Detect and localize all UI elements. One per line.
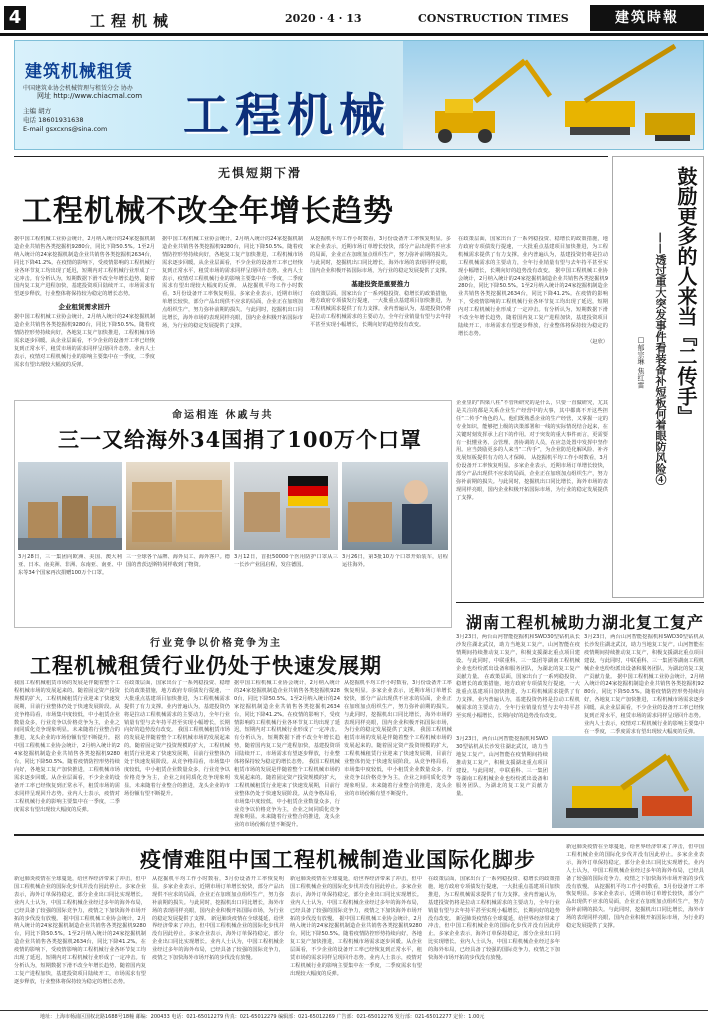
worker-illustration [342,462,448,550]
photo-worker [342,462,448,550]
mask-caption-2: 三一全球各个品牌、海外员工、海外客户。德国的普茨迈斯特同样收到了物资。 [126,554,230,568]
main-col-1: 据中国工程机械工业协会统计，2月纳入统计的24家挖掘机制造企业共销售各类挖掘机9280台，同比下降50.5%。1至2月纳入统计的24家挖掘机制造企业共销售各类挖掘机2634台，同比下降41.2%。在疫情的影响下，受疫情影响的工程机械行业各环节复工均出现了延迟，短期内对工程机械行业形成了一定冲击。有分析认为，短期数据下滑不改全年增长趋势，随着国内复工复产进程加快，基建投资项目陆续开工，市场需求有望逐步释放，行业整体将保持较为稳定的增长态势。 企业租赁需求回升 据中国工程机械工业协会统计，2月纳入统计的24家挖掘机制造企业共销售各类挖掘机9280台，同比下降50.5%。随着疫情防控形势持续向好，各地复工复产加快推进，工程机械市场需求逐步回暖。从企业层面看，不少企业的设备开工率已经恢复到正常水平，租赁市场的需求同样呈现回升态势。业内人士表示，疫情对工程机械行业的影响主要集中在一季度，二季度需求有望出现较大幅度的反弹。 [14,236,155,368]
photo-loading [234,462,338,550]
hunan-col-1: 3月23日，两台山河智能挖掘机和SWD30型钻机从长沙发往湖北武汉，助力当地复工复产。山河智能在疫情期间持续推动复工复产，积极支援湖北重点项目建设。与此同时，中联重科、三一集团等湖南工程机械企业也纷纷派出设备和服务团队，为湖北的复工复产贡献力量。 在政策层面，国家出台了一系列稳投资、稳增长的政策措施，地方政府专项债发行提速，一大批重点基建项目加快推进，为工程机械需求提供了有力支撑。业内普遍认为，基建投资仍将是拉动工程机械需求的主要动力，全年行业销量有望与去年持平甚至实现小幅增长，长期向好的趋势没有改变。 [456,634,580,720]
rental-kicker: 行业竞争以价格竞争为主 [150,638,282,649]
crane-illustration [415,41,704,150]
hunan-col-2: 3月23日，两台山河智能挖掘机和SWD30型钻机从长沙发往湖北武汉，助力当地复工复产。山河智能在疫情期间持续推动复工复产，积极支援湖北重点项目建设。与此同时，中联重科、三一集团等湖南工程机械企业也纷纷派出设备和服务团队，为湖北的复工复产贡献力量。 据中国工程机械工业协会统计，2月纳入统计的24家挖掘机制造企业共销售各类挖掘机9280台，同比下降50.5%。随着疫情防控形势持续向好，各地复工复产加快推进，工程机械市场需求逐步回暖。从企业层面看，不少企业的设备开工率已经恢复到正常水平，租赁市场的需求同样呈现回升态势。业内人士表示，疫情对工程机械行业的影响主要集中在一季度，二季度需求有望出现较大幅度的反弹。 [584,634,704,734]
mask-headline: 三一又给海外34国捐了100万个口罩 [58,427,423,452]
paper-name-en: CONSTRUCTION TIMES [418,12,569,25]
banner-title: 工程机械 [183,88,391,142]
masthead-bar [0,0,708,36]
main-col-4: 在政策层面，国家出台了一系列稳投资、稳增长的政策措施，地方政府专项债发行提速，一大批重点基建项目加快推进，为工程机械需求提供了有力支撑。业内普遍认为，基建投资仍将是拉动工程机械需求的主要动力，全年行业销量有望与去年持平甚至实现小幅增长，长期向好的趋势没有改变。 据中国工程机械工业协会统计，2月纳入统计的24家挖掘机制造企业共销售各类挖掘机9280台，同比下降50.5%。1至2月纳入统计的24家挖掘机制造企业共销售各类挖掘机2634台，同比下降41.2%。在疫情的影响下，受疫情影响的工程机械行业各环节复工均出现了延迟，短期内对工程机械行业形成了一定冲击。有分析认为，短期数据下滑不改全年增长趋势，随着国内复工复产进程加快，基建投资项目陆续开工，市场需求有望逐步释放，行业整体将保持较为稳定的增长态势。 （赵欣） [458,236,608,345]
photo-boxes [126,462,230,550]
mask-caption-3: 3月12日，首批50000个医用防护口罩从三一长沙产业园启程，发往德国。 [234,554,338,568]
section-title: 工程机械 [90,12,175,30]
right-headline: 鼓励更多的人来当『二传手』 [674,166,698,426]
photo-excavator [552,736,704,828]
footer-info: 地址：上海市杨浦区国权北路1688号18幢 邮编：200433 电话：021-65012279 传真：021-65012279 编辑部：021-65012269 广告部：021-65012276 发行部：021-65012277 定价：1.00元 [0,1010,708,1023]
flag-boxes-illustration [234,462,338,550]
rental-headline: 工程机械租赁行业仍处于快速发展期 [30,653,382,678]
photo-warehouse [18,462,122,550]
rental-col-1: 我国工程机械租赁市场的发展是伴随着整个工程机械市场的发展起来的。随着固定资产投资规模的扩大，工程机械租赁行业迎来了快速发展期，目前行业整体仍处于快速发展阶段。从竞争格局看，市场集中度较低，中小租赁企业数量众多，行业竞争以价格竞争为主，企业之间同质化竞争现象明显。未来随着行业整合的推进，龙头企业的市场份额有望不断提升。 据中国工程机械工业协会统计，2月纳入统计的24家挖掘机制造企业共销售各类挖掘机9280台，同比下降50.5%。随着疫情防控形势持续向好，各地复工复产加快推进，工程机械市场需求逐步回暖。从企业层面看，不少企业的设备开工率已经恢复到正常水平，租赁市场的需求同样呈现回升态势。业内人士表示，疫情对工程机械行业的影响主要集中在一季度，二季度需求有望出现较大幅度的反弹。 [14,680,120,813]
right-subtitle: ——透过重大突发事件看装备补短板何着眼防风险④ [654,232,667,485]
page-number: 4 [4,6,26,30]
issue-date: 2020 · 4 · 13 [285,12,362,25]
editor-phone: 电话 18601931638 [23,116,84,124]
main-byline: （赵欣） [587,338,608,345]
main-headline: 工程机械不改全年增长趋势 [22,194,394,229]
banner-org: 中国建筑业协会机械管理与租赁分会 协办 [23,85,133,92]
divider [14,834,704,836]
mask-caption-1: 3月28日，三一集团向欧洲、美国、澳大利亚、日本、南美洲、非洲、东南亚、南亚、中东等34个国家再次捐赠100万个口罩。 [18,554,122,576]
rental-col-2: 在政策层面，国家出台了一系列稳投资、稳增长的政策措施，地方政府专项债发行提速，一大批重点基建项目加快推进，为工程机械需求提供了有力支撑。业内普遍认为，基建投资仍将是拉动工程机械需求的主要动力，全年行业销量有望与去年持平甚至实现小幅增长，长期向好的趋势没有改变。 我国工程机械租赁市场的发展是伴随着整个工程机械市场的发展起来的。随着固定资产投资规模的扩大，工程机械租赁行业迎来了快速发展期，目前行业整体仍处于快速发展阶段。从竞争格局看，市场集中度较低，中小租赁企业数量众多，行业竞争以价格竞争为主，企业之间同质化竞争现象明显。未来随着行业整合的推进，龙头企业的市场份额有望不断提升。 [124,680,230,797]
mask-kicker: 命运相连 休戚与共 [172,410,274,421]
main-subhead-2: 基建投资是重要推力 [351,279,410,288]
mask-caption-4: 3月26日，第3批10万个口罩开始装车，启程运往海外。 [342,554,448,568]
banner-subtitle: 建筑机械租赁 [25,62,133,82]
intl-col-2: 从挖掘机平均工作小时数看，3月份设备开工率恢复明显。多家企业表示，近期市场订单增长较快，部分产品出现供不应求的局面，企业正在加班加点组织生产，努力弥补前期的损失。与此同时，挖掘机出口同比增长，海外市场的表现同样亮眼，国内企业积极开拓国际市场，为行业的稳定发展提供了支撑。 新冠肺炎疫情在全球蔓延，给世界经济带来了冲击，但中国工程机械企业的国际化步伐并没有因此停止。多家企业表示，海外订单保持稳定，部分企业出口同比实现增长。业内人士认为，中国工程机械企业经过多年的海外布局，已经具备了较强的国际竞争力，疫情之下加快海外市场开拓的步伐没有放慢。 [152,876,284,962]
main-kicker: 无惧短期下滑 [218,166,303,180]
main-col-3: 从挖掘机平均工作小时数看，3月份设备开工率恢复明显。多家企业表示，近期市场订单增长较快，部分产品出现供不应求的局面，企业正在加班加点组织生产，努力弥补前期的损失。与此同时，挖掘机出口同比增长，海外市场的表现同样亮眼，国内企业积极开拓国际市场，为行业的稳定发展提供了支撑。 基建投资是重要推力 在政策层面，国家出台了一系列稳投资、稳增长的政策措施，地方政府专项债发行提速，一大批重点基建项目加快推进，为工程机械需求提供了有力支撑。业内普遍认为，基建投资仍将是拉动工程机械需求的主要动力，全年行业销量有望与去年持平甚至实现小幅增长，长期向好的趋势没有改变。 [310,236,451,329]
right-article-text: 企业里的“四梁八柱”不管所研究的是什么，只要一直做研究，尤其是关注的都是关系企业生产经营中的大事，其中都离不开这些担任“二传手”角色的人。他们既熟悉企业的生产经营，又掌握一定的专业知识，能够把上级的决策部署和一线的实际情况结合起来，在关键时刻发挥承上启下的作用。对于突发的重大事件而言，更需要有一批懂业务、会管理、善协调的人员，在应急处置中发挥中坚作用。应当鼓励更多的人来当“二传手”，为企业防范化解风险、补齐发展短板提供有力的人才保障。 从挖掘机平均工作小时数看，3月份设备开工率恢复明显。多家企业表示，近期市场订单增长较快，部分产品出现供不应求的局面，企业正在加班加点组织生产，努力弥补前期的损失。与此同时，挖掘机出口同比增长，海外市场的表现同样亮眼，国内企业积极开拓国际市场，为行业的稳定发展提供了支撑。 [456,400,608,501]
intl-col-4: 在政策层面，国家出台了一系列稳投资、稳增长的政策措施，地方政府专项债发行提速，一大批重点基建项目加快推进，为工程机械需求提供了有力支撑。业内普遍认为，基建投资仍将是拉动工程机械需求的主要动力，全年行业销量有望与去年持平甚至实现小幅增长，长期向好的趋势没有改变。 新冠肺炎疫情在全球蔓延，给世界经济带来了冲击，但中国工程机械企业的国际化步伐并没有因此停止。多家企业表示，海外订单保持稳定，部分企业出口同比实现增长。业内人士认为，中国工程机械企业经过多年的海外布局，已经具备了较强的国际竞争力，疫情之下加快海外市场开拓的步伐没有放慢。 [428,876,560,962]
banner-website: 网址 http://www.chiacmal.com [37,92,143,100]
rental-col-3: 据中国工程机械工业协会统计，2月纳入统计的24家挖掘机制造企业共销售各类挖掘机9280台，同比下降50.5%。1至2月纳入统计的24家挖掘机制造企业共销售各类挖掘机2634台，同比下降41.2%。在疫情的影响下，受疫情影响的工程机械行业各环节复工均出现了延迟，短期内对工程机械行业形成了一定冲击。有分析认为，短期数据下滑不改全年增长趋势，随着国内复工复产进程加快，基建投资项目陆续开工，市场需求有望逐步释放，行业整体将保持较为稳定的增长态势。 我国工程机械租赁市场的发展是伴随着整个工程机械市场的发展起来的。随着固定资产投资规模的扩大，工程机械租赁行业迎来了快速发展期，目前行业整体仍处于快速发展阶段。从竞争格局看，市场集中度较低，中小租赁企业数量众多，行业竞争以价格竞争为主，企业之间同质化竞争现象明显。未来随着行业整合的推进，龙头企业的市场份额有望不断提升。 [234,680,340,829]
main-col-2: 据中国工程机械工业协会统计，2月纳入统计的24家挖掘机制造企业共销售各类挖掘机9280台，同比下降50.5%。随着疫情防控形势持续向好，各地复工复产加快推进，工程机械市场需求逐步回暖。从企业层面看，不少企业的设备开工率已经恢复到正常水平，租赁市场的需求同样呈现回升态势。业内人士表示，疫情对工程机械行业的影响主要集中在一季度，二季度需求有望出现较大幅度的反弹。 从挖掘机平均工作小时数看，3月份设备开工率恢复明显。多家企业表示，近期市场订单增长较快，部分产品出现供不应求的局面，企业正在加班加点组织生产，努力弥补前期的损失。与此同时，挖掘机出口同比增长，海外市场的表现同样亮眼，国内企业积极开拓国际市场，为行业的稳定发展提供了支撑。 [162,236,303,329]
section-banner [14,40,704,150]
intl-col-1: 新冠肺炎疫情在全球蔓延，给世界经济带来了冲击，但中国工程机械企业的国际化步伐并没有因此停止。多家企业表示，海外订单保持稳定，部分企业出口同比实现增长。业内人士认为，中国工程机械企业经过多年的海外布局，已经具备了较强的国际竞争力，疫情之下加快海外市场开拓的步伐没有放慢。 据中国工程机械工业协会统计，2月纳入统计的24家挖掘机制造企业共销售各类挖掘机9280台，同比下降50.5%。1至2月纳入统计的24家挖掘机制造企业共销售各类挖掘机2634台，同比下降41.2%。在疫情的影响下，受疫情影响的工程机械行业各环节复工均出现了延迟，短期内对工程机械行业形成了一定冲击。有分析认为，短期数据下滑不改全年增长趋势，随着国内复工复产进程加快，基建投资项目陆续开工，市场需求有望逐步释放，行业整体将保持较为稳定的增长态势。 [14,876,146,985]
intl-col-3: 新冠肺炎疫情在全球蔓延，给世界经济带来了冲击，但中国工程机械企业的国际化步伐并没有因此停止。多家企业表示，海外订单保持稳定，部分企业出口同比实现增长。业内人士认为，中国工程机械企业经过多年的海外布局，已经具备了较强的国际竞争力，疫情之下加快海外市场开拓的步伐没有放慢。 据中国工程机械工业协会统计，2月纳入统计的24家挖掘机制造企业共销售各类挖掘机9280台，同比下降50.5%。随着疫情防控形势持续向好，各地复工复产加快推进，工程机械市场需求逐步回暖。从企业层面看，不少企业的设备开工率已经恢复到正常水平，租赁市场的需求同样呈现回升态势。业内人士表示，疫情对工程机械行业的影响主要集中在一季度，二季度需求有望出现较大幅度的反弹。 [290,876,422,977]
editor-name: 主编 胡方 [23,107,52,115]
divider [14,156,608,157]
editor-contact [23,107,107,134]
hunan-headline: 湖南工程机械助力湖北复工复产 [466,613,705,632]
main-subhead-1: 企业租赁需求回升 [58,303,111,312]
paper-logo: 建筑時報 [590,5,704,31]
stacked-boxes-illustration [126,462,230,550]
boxes-illustration [18,462,122,550]
intl-col-5: 新冠肺炎疫情在全球蔓延，给世界经济带来了冲击，但中国工程机械企业的国际化步伐并没有因此停止。多家企业表示，海外订单保持稳定，部分企业出口同比实现增长。业内人士认为，中国工程机械企业经过多年的海外布局，已经具备了较强的国际竞争力，疫情之下加快海外市场开拓的步伐没有放慢。 从挖掘机平均工作小时数看，3月份设备开工率恢复明显。多家企业表示，近期市场订单增长较快，部分产品出现供不应求的局面，企业正在加班加点组织生产，努力弥补前期的损失。与此同时，挖掘机出口同比增长，海外市场的表现同样亮眼，国内企业积极开拓国际市场，为行业的稳定发展提供了支撑。 [566,844,704,930]
intl-headline: 疫情难阻中国工程机械制造业国际化脚步 [140,847,536,872]
hunan-col-3: 3月23日，两台山河智能挖掘机和SWD30型钻机从长沙发往湖北武汉，助力当地复工复产。山河智能在疫情期间持续推动复工复产，积极支援湖北重点项目建设。与此同时，中联重科、三一集团等湖南工程机械企业也纷纷派出设备和服务团队，为湖北的复工复产贡献力量。 [456,736,548,798]
editor-email: E-mail gsxcxns@sina.com [23,125,108,133]
excavator-illustration [552,736,704,828]
divider [456,602,704,603]
rental-col-4: 从挖掘机平均工作小时数看，3月份设备开工率恢复明显。多家企业表示，近期市场订单增长较快，部分产品出现供不应求的局面，企业正在加班加点组织生产，努力弥补前期的损失。与此同时，挖掘机出口同比增长，海外市场的表现同样亮眼，国内企业积极开拓国际市场，为行业的稳定发展提供了支撑。 我国工程机械租赁市场的发展是伴随着整个工程机械市场的发展起来的。随着固定资产投资规模的扩大，工程机械租赁行业迎来了快速发展期，目前行业整体仍处于快速发展阶段。从竞争格局看，市场集中度较低，中小租赁企业数量众多，行业竞争以价格竞争为主，企业之间同质化竞争现象明显。未来随着行业整合的推进，龙头企业的市场份额有望不断提升。 [344,680,452,797]
right-byline: □郁宗琳 焦红雷 [637,336,645,389]
